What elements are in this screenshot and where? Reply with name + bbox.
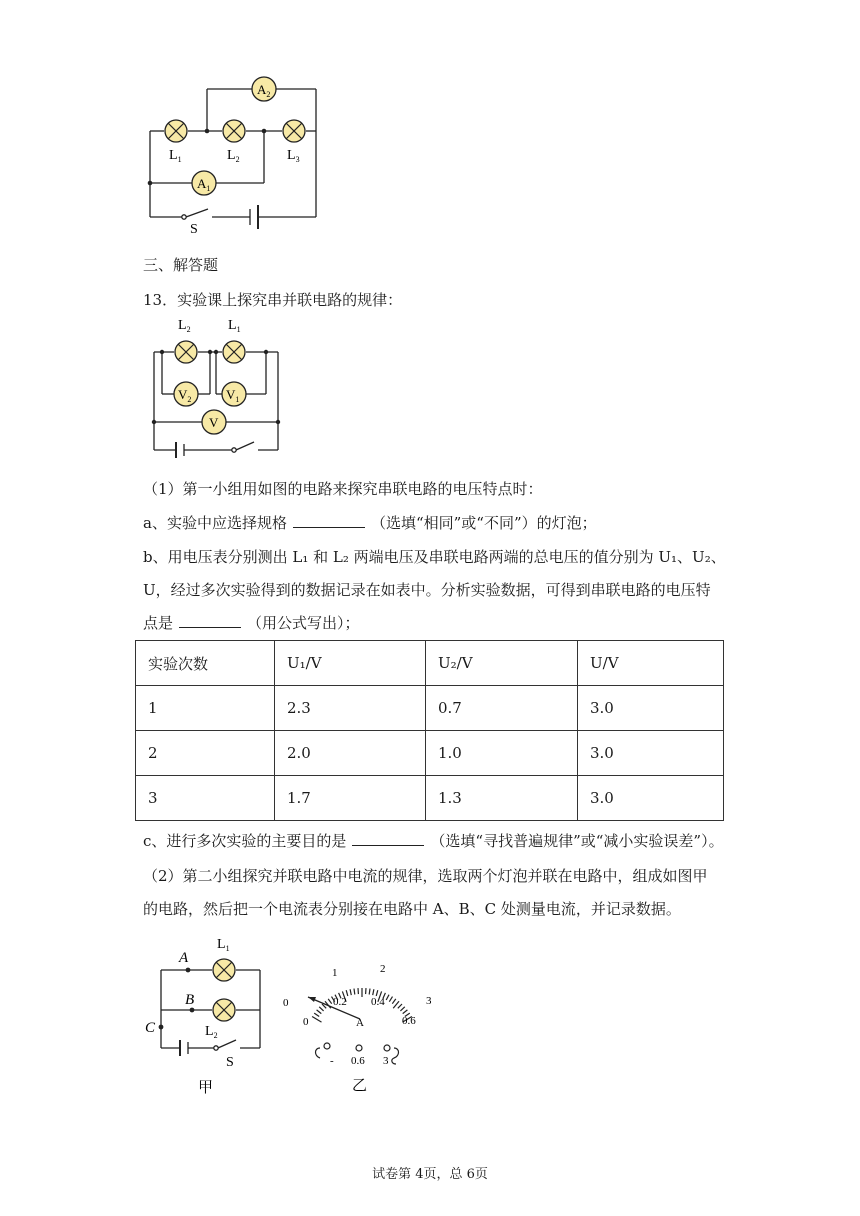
dial-upper-label: 3 bbox=[426, 995, 432, 1007]
dial-lower-label: 0.2 bbox=[333, 996, 347, 1008]
ammeter-a2-label: $A_2$ bbox=[257, 82, 271, 99]
table-cell: 3.0 bbox=[578, 731, 724, 776]
table-cell: 2.3 bbox=[275, 686, 426, 731]
page-footer: 试卷第 4页，总 6页 bbox=[372, 1167, 488, 1182]
voltmeter-v1-label: $V_1$ bbox=[226, 387, 240, 404]
part-2-line2: 的电路，然后把一个电流表分别接在电路中 A、B、C 处测量电流，并记录数据。 bbox=[143, 900, 681, 918]
dial-lower-label: 0.6 bbox=[402, 1015, 416, 1027]
part-1-a-prefix: a、实验中应选择规格 bbox=[143, 514, 287, 532]
table-cell: 3 bbox=[136, 776, 275, 821]
table-header-cell: U₂/V bbox=[426, 641, 578, 686]
part-1-intro: （1）第一小组用如图的电路来探究串联电路的电压特点时： bbox=[143, 480, 543, 498]
dial-tick bbox=[389, 997, 392, 1002]
terminal-label: 3 bbox=[383, 1055, 389, 1067]
lamp-l2-label: $L_2$ bbox=[178, 318, 191, 334]
answer-blank-c[interactable] bbox=[352, 831, 424, 846]
dial-upper-label: 0 bbox=[283, 997, 289, 1009]
part-1-b-suffix: （用公式写出）； bbox=[247, 614, 360, 632]
ammeter-dial-figure bbox=[280, 960, 445, 1095]
answer-blank-a[interactable] bbox=[293, 513, 365, 528]
table-cell: 3.0 bbox=[578, 776, 724, 821]
lamp-l1-label: $L_1$ bbox=[228, 318, 241, 334]
table-header-row bbox=[136, 641, 724, 686]
dial-tick bbox=[400, 1007, 404, 1011]
point-b-label: B bbox=[185, 992, 195, 1008]
dial-upper-label: 1 bbox=[332, 967, 338, 979]
lamp-l2-label: $L_2$ bbox=[205, 1024, 218, 1040]
table-cell: 1 bbox=[136, 686, 275, 731]
lamp-l1-label: $L_1$ bbox=[169, 148, 182, 164]
dial-unit-label: A bbox=[356, 1017, 364, 1029]
dial-tick bbox=[317, 1010, 322, 1014]
lamp-icon bbox=[165, 120, 305, 142]
wire-icon bbox=[392, 1048, 399, 1064]
table-header-cell: U₁/V bbox=[275, 641, 426, 686]
answer-blank-b[interactable] bbox=[179, 613, 241, 628]
table-cell: 1.7 bbox=[275, 776, 426, 821]
circuit-figure-1 bbox=[140, 75, 340, 240]
part-1-b-prefix: 点是 bbox=[143, 614, 174, 632]
terminal-label: 0.6 bbox=[351, 1055, 365, 1067]
lamp-l3-label: $L_3$ bbox=[287, 148, 300, 164]
table-header-cell: 实验次数 bbox=[136, 641, 275, 686]
part-1-c bbox=[143, 831, 724, 851]
table-header-cell: U/V bbox=[578, 641, 724, 686]
dial-lower-label: 0.4 bbox=[371, 996, 385, 1008]
table-cell: 2.0 bbox=[275, 731, 426, 776]
part-1-a bbox=[143, 513, 597, 533]
lamp-l2-label: $L_2$ bbox=[227, 148, 240, 164]
section-title: 三、解答题 bbox=[143, 256, 219, 274]
dial-tick bbox=[319, 1007, 323, 1011]
dial-tick bbox=[328, 999, 332, 1004]
part-1-b-line3 bbox=[143, 613, 360, 633]
dial-tick bbox=[312, 1017, 321, 1023]
dial-tick bbox=[392, 999, 396, 1004]
dial-tick bbox=[386, 995, 389, 1000]
wire-icon bbox=[316, 1048, 321, 1058]
dial-tick bbox=[354, 989, 355, 995]
table-cell: 1.0 bbox=[426, 731, 578, 776]
table-row bbox=[136, 731, 724, 776]
dial-tick bbox=[350, 989, 351, 995]
switch-s-label: S bbox=[190, 222, 198, 237]
figure-caption-jia: 甲 bbox=[198, 1080, 214, 1096]
voltmeter-v2-label: $V_2$ bbox=[178, 387, 192, 404]
lamp-l1-label: $L_1$ bbox=[217, 937, 230, 953]
point-c-label: C bbox=[145, 1020, 156, 1036]
lamp-icon bbox=[213, 959, 235, 1021]
circuit-figure-jia bbox=[140, 935, 270, 1100]
table-cell: 3.0 bbox=[578, 686, 724, 731]
dial-tick bbox=[369, 989, 370, 995]
switch-s-label: S bbox=[226, 1055, 234, 1070]
part-1-b-line2: U，经过多次实验得到的数据记录在如表中。分析实验数据，可得到串联电路的电压特 bbox=[143, 581, 711, 599]
table-cell: 1.3 bbox=[426, 776, 578, 821]
dial-upper-label: 2 bbox=[380, 963, 386, 975]
part-1-a-suffix: （选填“相同”或“不同”）的灯泡； bbox=[370, 514, 597, 532]
dial-tick bbox=[373, 989, 374, 995]
part-1-c-suffix: （选填“寻找普遍规律”或“减小实验误差”）。 bbox=[430, 832, 724, 850]
dial-tick bbox=[314, 1013, 319, 1016]
voltmeter-v-label: V bbox=[209, 415, 219, 430]
point-a-label: A bbox=[179, 950, 189, 966]
table-cell: 2 bbox=[136, 731, 275, 776]
part-2-line1: （2）第二小组探究并联电路中电流的规律，选取两个灯泡并联在电路中，组成如图甲 bbox=[143, 867, 708, 885]
table-cell: 0.7 bbox=[426, 686, 578, 731]
table-row bbox=[136, 776, 724, 821]
dial-tick bbox=[403, 1010, 408, 1014]
dial-lower-label: 0 bbox=[303, 1016, 309, 1028]
circuit-figure-2 bbox=[140, 318, 290, 468]
dial-tick bbox=[398, 1004, 402, 1008]
part-1-b-line1: b、用电压表分别测出 L₁ 和 L₂ 两端电压及串联电路两端的总电压的值分别为 U₁、U₂、 bbox=[143, 548, 726, 566]
table-row bbox=[136, 686, 724, 731]
question-13-stem: 13．实验课上探究串并联电路的规律： bbox=[143, 291, 403, 309]
terminal-label: - bbox=[330, 1055, 334, 1067]
figure-caption-yi: 乙 bbox=[352, 1078, 368, 1094]
part-1-c-prefix: c、进行多次实验的主要目的是 bbox=[143, 832, 347, 850]
voltage-data-table bbox=[135, 640, 724, 821]
ammeter-a1-label: $A_1$ bbox=[197, 176, 211, 193]
